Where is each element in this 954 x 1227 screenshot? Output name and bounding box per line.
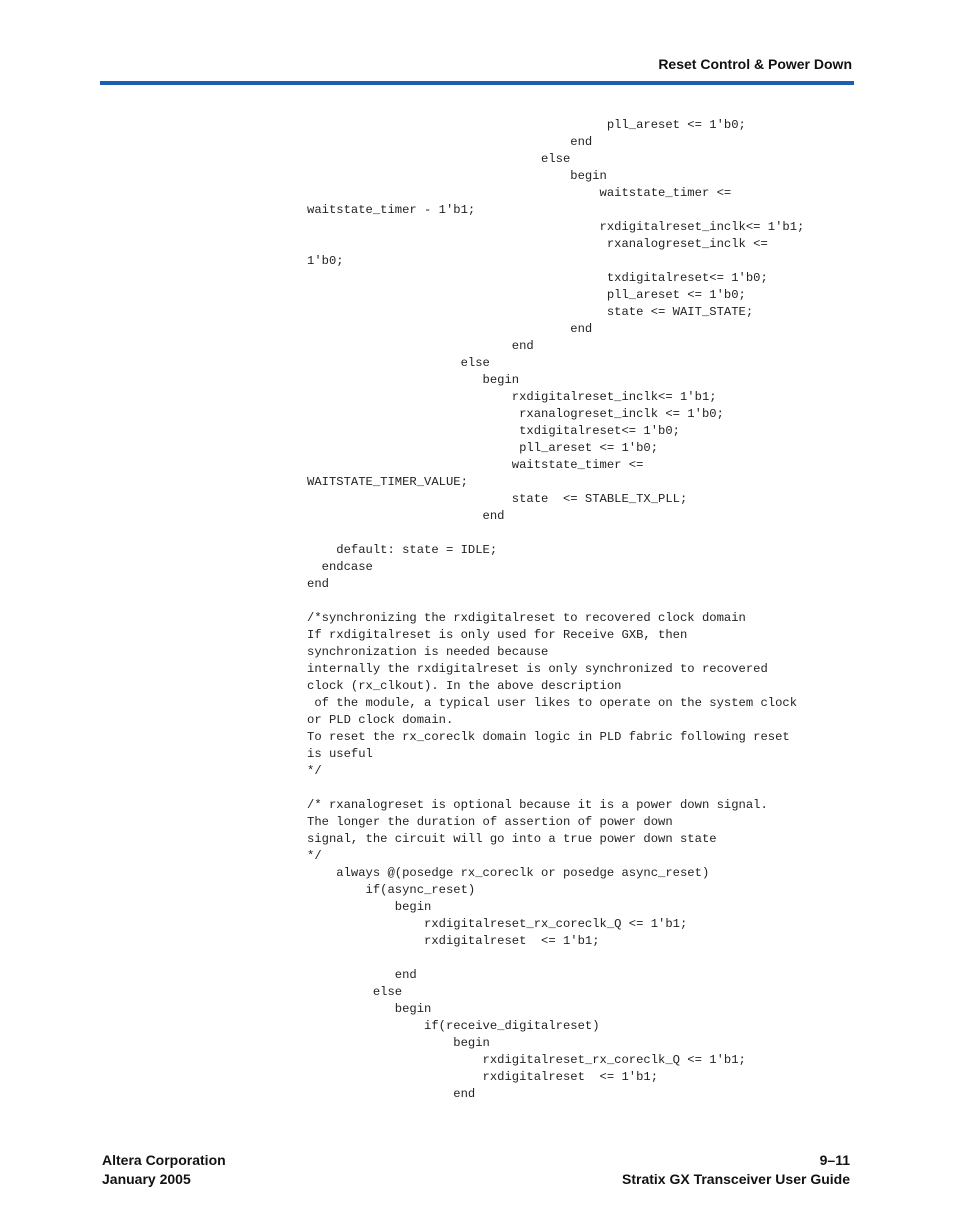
code-line: default: state = IDLE; [307, 543, 498, 557]
code-line: begin [307, 900, 432, 914]
code-line: waitstate_timer - 1'b1; [307, 203, 476, 217]
code-line [307, 525, 804, 542]
code-line: of the module, a typical user likes to operate on the system clock [307, 696, 798, 710]
code-line: if(async_reset) [307, 883, 476, 897]
code-line: /*synchronizing the rxdigitalreset to recovered clock domain [307, 611, 746, 625]
code-line: state <= STABLE_TX_PLL; [307, 492, 688, 506]
code-line: begin [307, 373, 520, 387]
code-line: begin [307, 1036, 490, 1050]
code-line: */ [307, 849, 322, 863]
footer-left [102, 1151, 226, 1189]
code-line: */ [307, 764, 322, 778]
code-listing [307, 117, 804, 1103]
code-line: state <= WAIT_STATE; [307, 305, 754, 319]
code-line: WAITSTATE_TIMER_VALUE; [307, 475, 468, 489]
code-line: begin [307, 169, 607, 183]
code-line: end [307, 135, 593, 149]
code-line: end [307, 509, 505, 523]
code-line: always @(posedge rx_coreclk or posedge async_reset) [307, 866, 710, 880]
page-number: 9–11 [819, 1152, 850, 1168]
code-line: 1'b0; [307, 254, 344, 268]
code-line: end [307, 968, 417, 982]
footer-right [622, 1151, 850, 1189]
code-line: else [307, 356, 490, 370]
code-line [307, 780, 804, 797]
code-line: pll_areset <= 1'b0; [307, 441, 659, 455]
code-line: rxdigitalreset_inclk<= 1'b1; [307, 220, 805, 234]
code-line: is useful [307, 747, 373, 761]
code-line: end [307, 577, 329, 591]
code-line: else [307, 985, 403, 999]
code-line: rxdigitalreset_rx_coreclk_Q <= 1'b1; [307, 917, 688, 931]
code-line: txdigitalreset<= 1'b0; [307, 271, 768, 285]
code-line: if(receive_digitalreset) [307, 1019, 600, 1033]
code-line: else [307, 152, 571, 166]
code-line: rxdigitalreset_rx_coreclk_Q <= 1'b1; [307, 1053, 746, 1067]
code-line: To reset the rx_coreclk domain logic in PLD fabric following reset [307, 730, 790, 744]
code-line: internally the rxdigitalreset is only synchronized to recovered [307, 662, 768, 676]
header-rule [100, 81, 854, 85]
code-line: If rxdigitalreset is only used for Receive GXB, then [307, 628, 688, 642]
code-line: /* rxanalogreset is optional because it is a power down signal. [307, 798, 768, 812]
code-line: pll_areset <= 1'b0; [307, 288, 746, 302]
code-line: pll_areset <= 1'b0; [307, 118, 746, 132]
code-line: rxdigitalreset_inclk<= 1'b1; [307, 390, 717, 404]
code-line: or PLD clock domain. [307, 713, 454, 727]
code-line [307, 950, 804, 967]
footer-date: January 2005 [102, 1171, 191, 1187]
code-line: rxdigitalreset <= 1'b1; [307, 1070, 659, 1084]
code-line: rxanalogreset_inclk <= 1'b0; [307, 407, 724, 421]
code-line: txdigitalreset<= 1'b0; [307, 424, 680, 438]
code-line: synchronization is needed because [307, 645, 549, 659]
code-line: waitstate_timer <= [307, 186, 732, 200]
code-line: clock (rx_clkout). In the above description [307, 679, 622, 693]
running-header-title: Reset Control & Power Down [658, 56, 852, 72]
footer-company: Altera Corporation [102, 1152, 226, 1168]
document-title: Stratix GX Transceiver User Guide [622, 1171, 850, 1187]
code-line: begin [307, 1002, 432, 1016]
code-line: signal, the circuit will go into a true power down state [307, 832, 717, 846]
code-line: The longer the duration of assertion of power down [307, 815, 673, 829]
code-line: end [307, 322, 593, 336]
code-line [307, 593, 804, 610]
code-line: endcase [307, 560, 373, 574]
code-line: waitstate_timer <= [307, 458, 644, 472]
code-line: rxdigitalreset <= 1'b1; [307, 934, 600, 948]
code-line: end [307, 339, 534, 353]
code-line: rxanalogreset_inclk <= [307, 237, 768, 251]
code-line: end [307, 1087, 476, 1101]
